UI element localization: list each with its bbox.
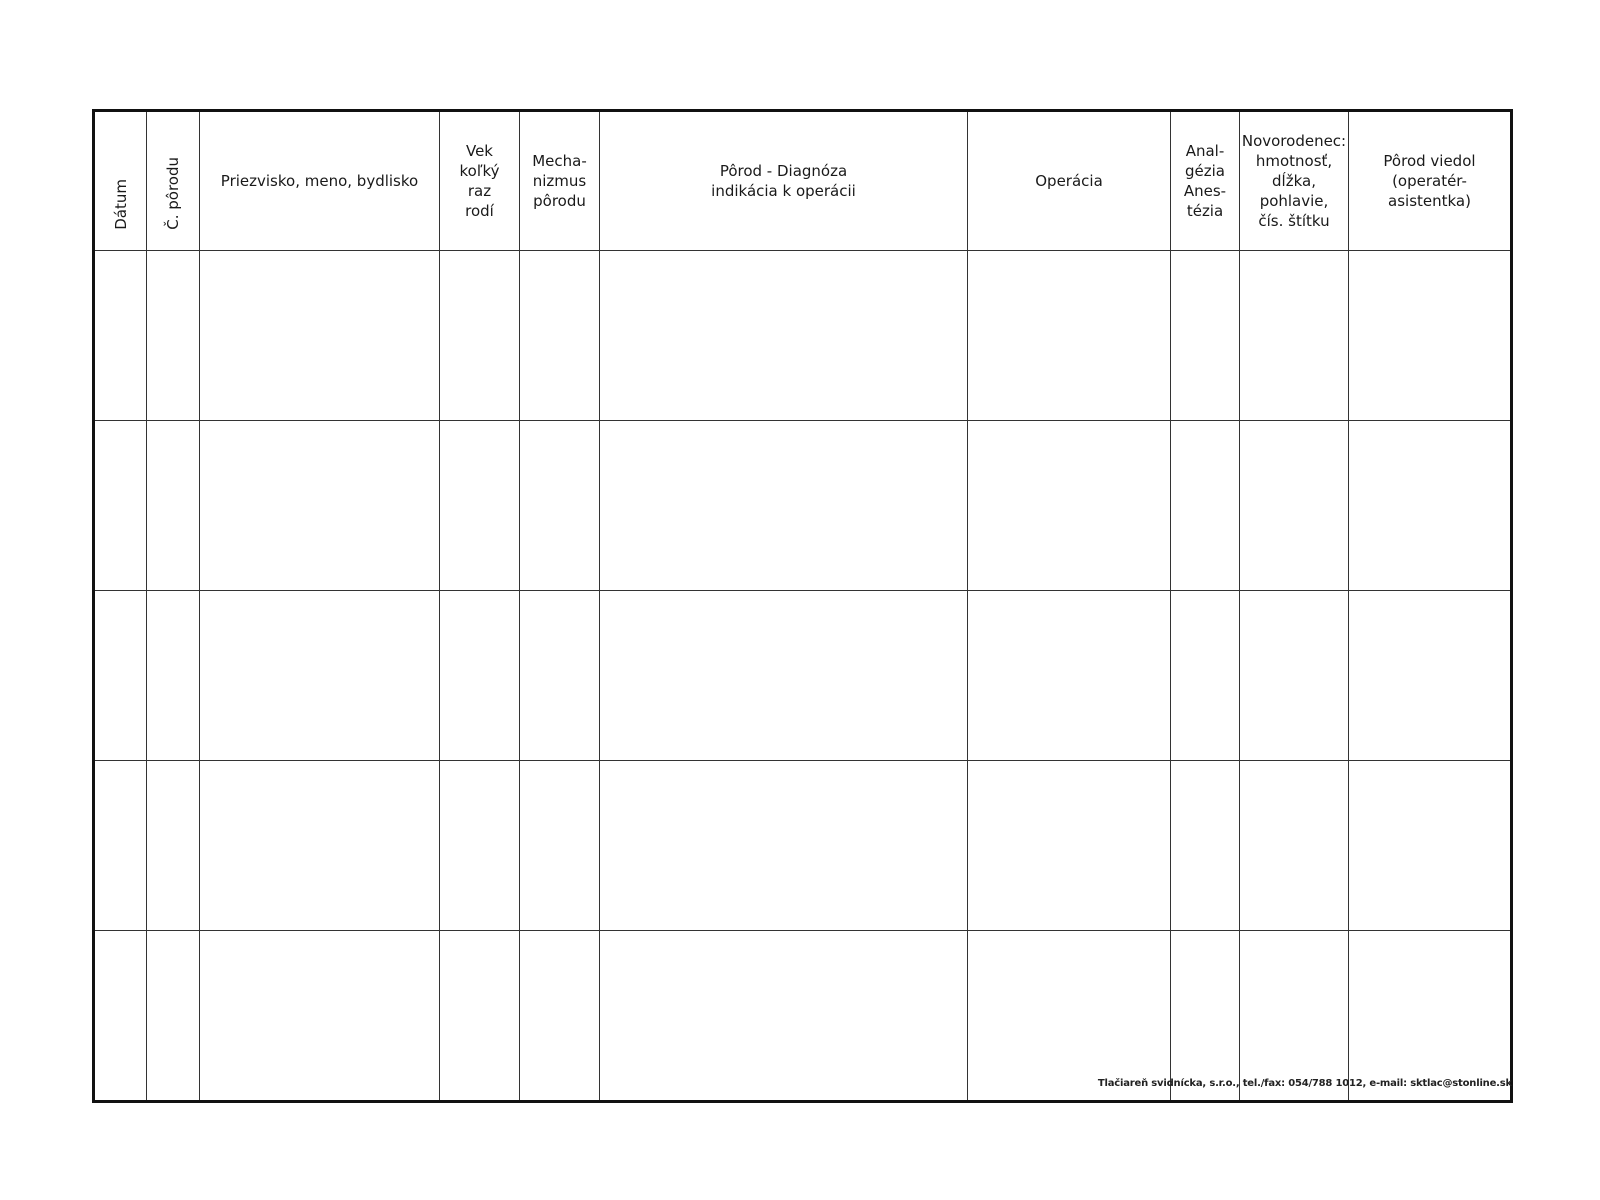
cell-vek[interactable] bbox=[440, 931, 520, 1102]
birth-register-table bbox=[92, 109, 1513, 1103]
cell-cislo-porodu[interactable] bbox=[147, 251, 200, 421]
cell-novorodenec[interactable] bbox=[1240, 931, 1349, 1102]
cell-datum[interactable] bbox=[94, 421, 147, 591]
header-cislo-porodu-label: Č. pôrodu bbox=[164, 157, 182, 230]
header-novorodenec: Novorodenec: hmotnosť, dĺžka, pohlavie, čís. štítku bbox=[1240, 111, 1349, 251]
cell-datum[interactable] bbox=[94, 251, 147, 421]
header-cislo-porodu bbox=[147, 111, 200, 251]
header-vek: Vek koľký raz rodí bbox=[440, 111, 520, 251]
cell-vek[interactable] bbox=[440, 591, 520, 761]
table-row bbox=[94, 761, 1512, 931]
cell-porod-viedol[interactable] bbox=[1349, 251, 1512, 421]
header-row bbox=[94, 111, 1512, 251]
cell-analgezia[interactable] bbox=[1171, 761, 1240, 931]
cell-cislo-porodu[interactable] bbox=[147, 591, 200, 761]
cell-diagnoza[interactable] bbox=[600, 591, 968, 761]
header-operacia: Operácia bbox=[968, 111, 1171, 251]
cell-cislo-porodu[interactable] bbox=[147, 931, 200, 1102]
cell-mechanizmus[interactable] bbox=[520, 421, 600, 591]
table-row bbox=[94, 421, 1512, 591]
header-diagnoza: Pôrod - Diagnóza indikácia k operácii bbox=[600, 111, 968, 251]
cell-operacia[interactable] bbox=[968, 591, 1171, 761]
cell-priezvisko[interactable] bbox=[200, 761, 440, 931]
cell-mechanizmus[interactable] bbox=[520, 591, 600, 761]
cell-diagnoza[interactable] bbox=[600, 251, 968, 421]
cell-cislo-porodu[interactable] bbox=[147, 761, 200, 931]
cell-vek[interactable] bbox=[440, 421, 520, 591]
cell-analgezia[interactable] bbox=[1171, 591, 1240, 761]
cell-novorodenec[interactable] bbox=[1240, 421, 1349, 591]
cell-porod-viedol[interactable] bbox=[1349, 591, 1512, 761]
cell-operacia[interactable] bbox=[968, 761, 1171, 931]
table-row bbox=[94, 251, 1512, 421]
cell-operacia[interactable] bbox=[968, 931, 1171, 1102]
table-body bbox=[94, 251, 1512, 1102]
cell-datum[interactable] bbox=[94, 761, 147, 931]
cell-porod-viedol[interactable] bbox=[1349, 421, 1512, 591]
cell-cislo-porodu[interactable] bbox=[147, 421, 200, 591]
cell-priezvisko[interactable] bbox=[200, 591, 440, 761]
cell-vek[interactable] bbox=[440, 761, 520, 931]
cell-diagnoza[interactable] bbox=[600, 761, 968, 931]
printer-footer: Tlačiareň svidnícka, s.r.o., tel./fax: 054/788 1012, e-mail: sktlac@stonline.sk bbox=[1097, 1078, 1512, 1089]
cell-vek[interactable] bbox=[440, 251, 520, 421]
cell-mechanizmus[interactable] bbox=[520, 761, 600, 931]
cell-novorodenec[interactable] bbox=[1240, 761, 1349, 931]
header-porod-viedol: Pôrod viedol (operatér- asistentka) bbox=[1349, 111, 1512, 251]
cell-priezvisko[interactable] bbox=[200, 931, 440, 1102]
cell-priezvisko[interactable] bbox=[200, 421, 440, 591]
cell-porod-viedol[interactable] bbox=[1349, 761, 1512, 931]
cell-novorodenec[interactable] bbox=[1240, 251, 1349, 421]
cell-operacia[interactable] bbox=[968, 421, 1171, 591]
cell-operacia[interactable] bbox=[968, 251, 1171, 421]
cell-analgezia[interactable] bbox=[1171, 931, 1240, 1102]
header-priezvisko: Priezvisko, meno, bydlisko bbox=[200, 111, 440, 251]
cell-mechanizmus[interactable] bbox=[520, 251, 600, 421]
cell-mechanizmus[interactable] bbox=[520, 931, 600, 1102]
header-datum-label: Dátum bbox=[111, 179, 130, 230]
cell-analgezia[interactable] bbox=[1171, 251, 1240, 421]
header-datum bbox=[94, 111, 147, 251]
cell-analgezia[interactable] bbox=[1171, 421, 1240, 591]
cell-porod-viedol[interactable] bbox=[1349, 931, 1512, 1102]
header-analgezia: Anal- gézia Anes- tézia bbox=[1171, 111, 1240, 251]
table-row bbox=[94, 931, 1512, 1102]
cell-diagnoza[interactable] bbox=[600, 931, 968, 1102]
cell-novorodenec[interactable] bbox=[1240, 591, 1349, 761]
cell-priezvisko[interactable] bbox=[200, 251, 440, 421]
cell-diagnoza[interactable] bbox=[600, 421, 968, 591]
header-mechanizmus: Mecha- nizmus pôrodu bbox=[520, 111, 600, 251]
cell-datum[interactable] bbox=[94, 591, 147, 761]
cell-datum[interactable] bbox=[94, 931, 147, 1102]
table-row bbox=[94, 591, 1512, 761]
